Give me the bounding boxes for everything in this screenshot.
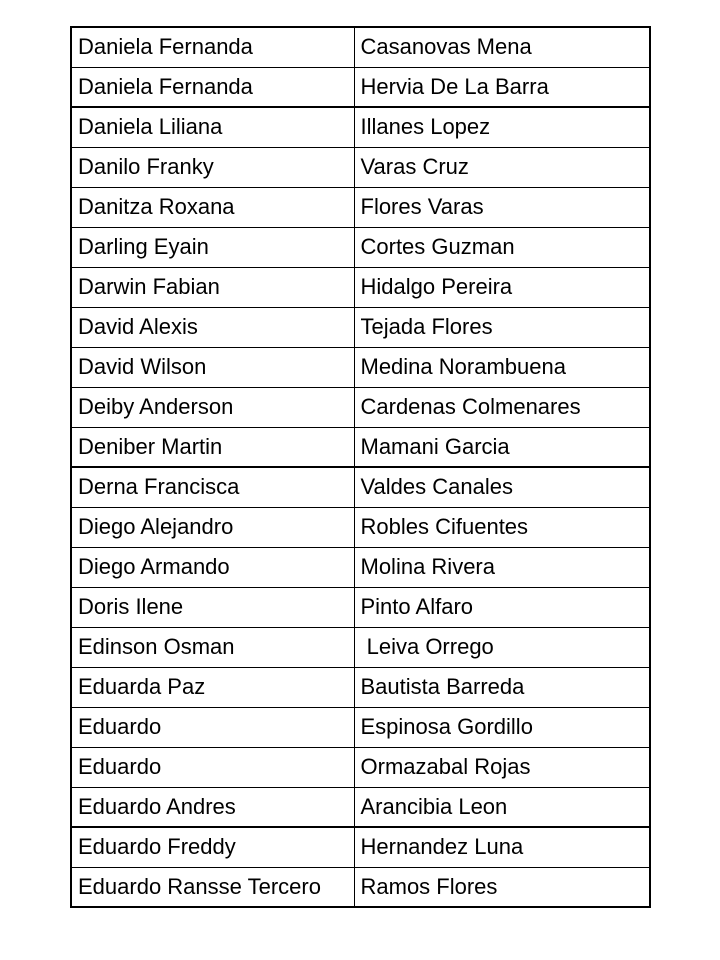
- table-row: [71, 667, 650, 707]
- last-name-cell: Robles Cifuentes: [354, 507, 650, 547]
- last-name-cell: Bautista Barreda: [354, 667, 650, 707]
- table-row: [71, 107, 650, 147]
- table-row: [71, 507, 650, 547]
- table-row: [71, 827, 650, 867]
- last-name-cell: Pinto Alfaro: [354, 587, 650, 627]
- table-row: [71, 867, 650, 907]
- first-name-cell: Darling Eyain: [71, 227, 354, 267]
- first-name-cell: Eduardo Ransse Tercero: [71, 867, 354, 907]
- table-row: [71, 587, 650, 627]
- table-row: [71, 707, 650, 747]
- first-name-cell: Doris Ilene: [71, 587, 354, 627]
- last-name-cell: Hidalgo Pereira: [354, 267, 650, 307]
- last-name-cell: Tejada Flores: [354, 307, 650, 347]
- table-row: [71, 627, 650, 667]
- first-name-cell: Edinson Osman: [71, 627, 354, 667]
- last-name-cell: Flores Varas: [354, 187, 650, 227]
- first-name-cell: Eduarda Paz: [71, 667, 354, 707]
- last-name-cell: Illanes Lopez: [354, 107, 650, 147]
- first-name-cell: Danitza Roxana: [71, 187, 354, 227]
- first-name-cell: Daniela Fernanda: [71, 27, 354, 67]
- table-row: [71, 147, 650, 187]
- table-row: [71, 427, 650, 467]
- table-row: [71, 547, 650, 587]
- table-row: [71, 747, 650, 787]
- last-name-cell: Hervia De La Barra: [354, 67, 650, 107]
- table-row: [71, 227, 650, 267]
- first-name-cell: Eduardo: [71, 707, 354, 747]
- table-row: [71, 307, 650, 347]
- last-name-cell: Ramos Flores: [354, 867, 650, 907]
- last-name-cell: Espinosa Gordillo: [354, 707, 650, 747]
- first-name-cell: Eduardo: [71, 747, 354, 787]
- first-name-cell: Daniela Liliana: [71, 107, 354, 147]
- last-name-cell: Ormazabal Rojas: [354, 747, 650, 787]
- first-name-cell: Derna Francisca: [71, 467, 354, 507]
- last-name-cell: Molina Rivera: [354, 547, 650, 587]
- first-name-cell: Deiby Anderson: [71, 387, 354, 427]
- table-row: [71, 387, 650, 427]
- first-name-cell: David Alexis: [71, 307, 354, 347]
- table-row: [71, 347, 650, 387]
- first-name-cell: Danilo Franky: [71, 147, 354, 187]
- last-name-cell: Valdes Canales: [354, 467, 650, 507]
- last-name-cell: Casanovas Mena: [354, 27, 650, 67]
- first-name-cell: David Wilson: [71, 347, 354, 387]
- first-name-cell: Deniber Martin: [71, 427, 354, 467]
- last-name-cell: Mamani Garcia: [354, 427, 650, 467]
- first-name-cell: Eduardo Andres: [71, 787, 354, 827]
- table-row: [71, 467, 650, 507]
- last-name-cell: Cardenas Colmenares: [354, 387, 650, 427]
- table-row: [71, 67, 650, 107]
- names-table: [70, 26, 651, 908]
- first-name-cell: Diego Armando: [71, 547, 354, 587]
- last-name-cell: Cortes Guzman: [354, 227, 650, 267]
- first-name-cell: Daniela Fernanda: [71, 67, 354, 107]
- last-name-cell: Varas Cruz: [354, 147, 650, 187]
- last-name-cell: Hernandez Luna: [354, 827, 650, 867]
- names-table-body: [71, 27, 650, 907]
- table-row: [71, 787, 650, 827]
- last-name-cell: Leiva Orrego: [354, 627, 650, 667]
- table-row: [71, 187, 650, 227]
- first-name-cell: Diego Alejandro: [71, 507, 354, 547]
- table-row: [71, 27, 650, 67]
- last-name-cell: Medina Norambuena: [354, 347, 650, 387]
- table-row: [71, 267, 650, 307]
- first-name-cell: Darwin Fabian: [71, 267, 354, 307]
- last-name-cell: Arancibia Leon: [354, 787, 650, 827]
- first-name-cell: Eduardo Freddy: [71, 827, 354, 867]
